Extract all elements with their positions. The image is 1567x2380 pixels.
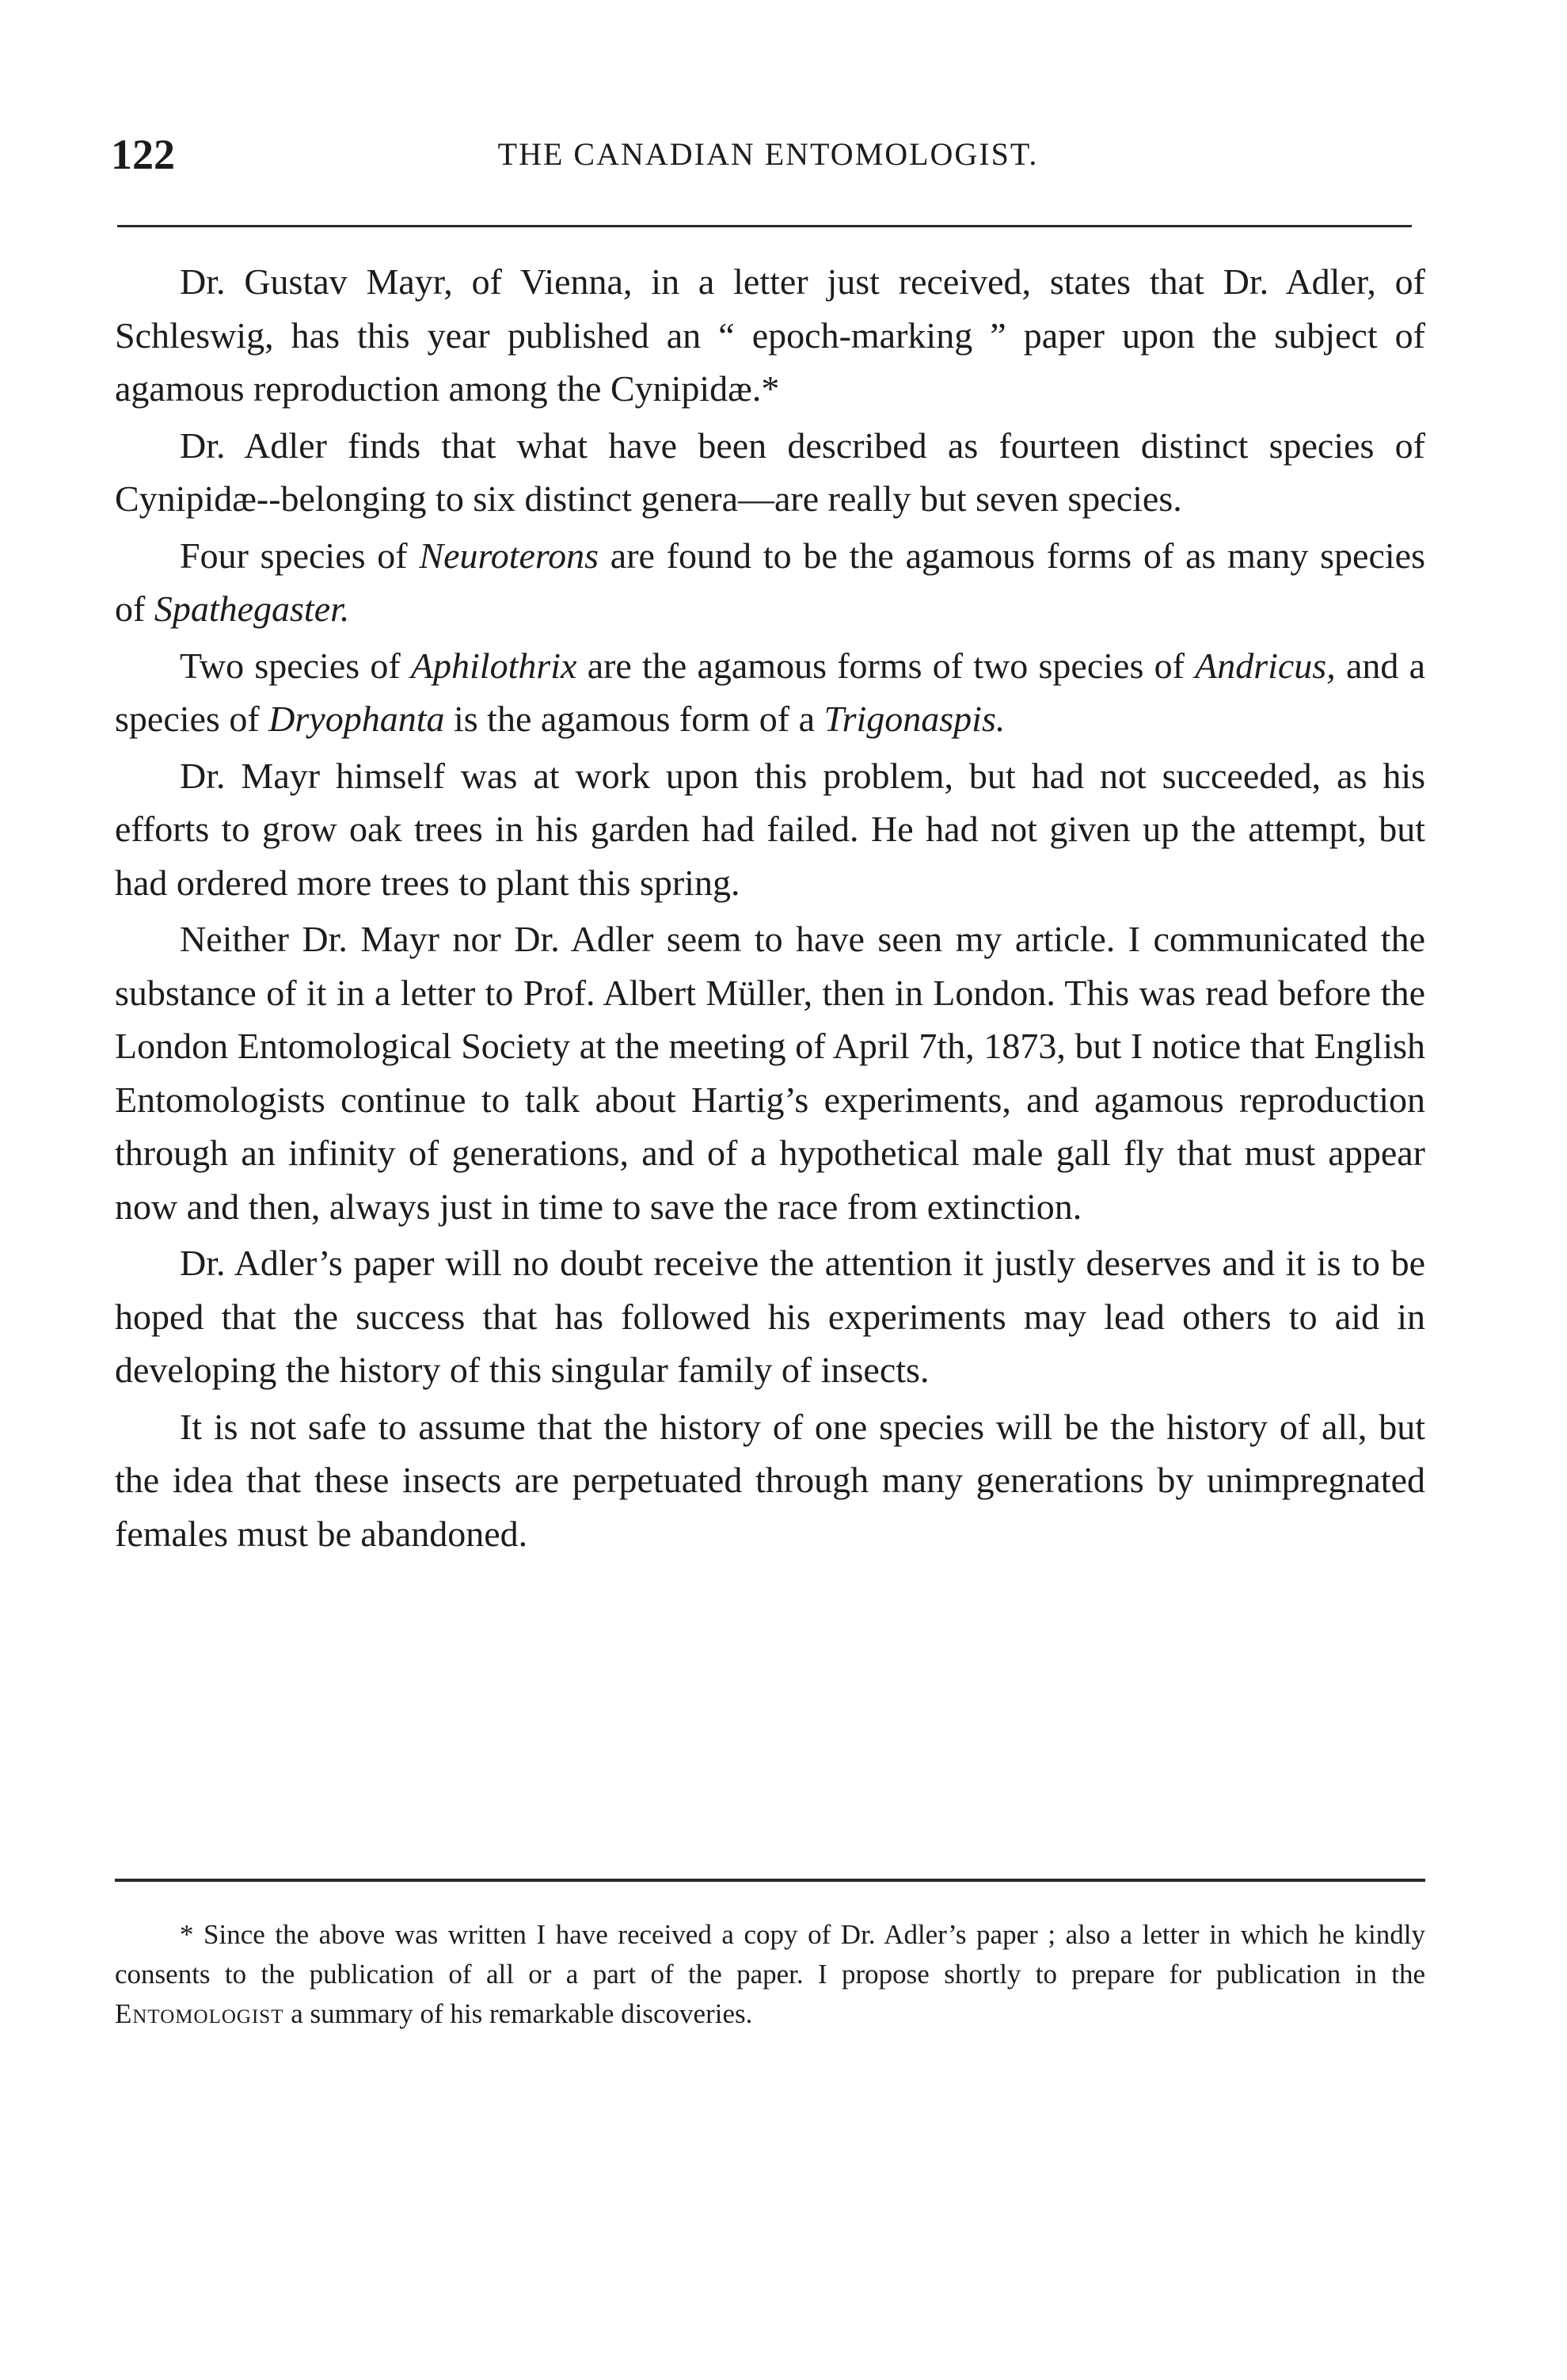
paragraph-mayr-letter: Dr. Gustav Mayr, of Vienna, in a letter just received, states that Dr. Adler, of Schleswig, has this year published an “ epoch-marking ” paper upon the subject of agamous reproduction among the Cynipidæ.* (115, 261, 1425, 409)
page-number: 122 (111, 131, 175, 178)
text-run: is the agamous form of a (444, 699, 824, 739)
page-header (111, 127, 1425, 182)
paragraph-adler-findings: Dr. Adler finds that what have been described as fourteen distinct species of Cynipidæ--belonging to six distinct genera—are really but seven species. (115, 425, 1425, 519)
paragraph-article-communication: Neither Dr. Mayr nor Dr. Adler seem to have seen my article. I communicated the substance of it in a letter to Prof. Albert Müller, then in London. This was read before the London Entomological Society at the meeting of April 7th, 1873, but I notice that English Entomologists continue to talk about Hartig’s experiments, and agamous reproduction through an infinity of generations, and of a hypothetical male gall fly that must appear now and then, always just in time to save the race from extinction. (115, 919, 1425, 1227)
paragraph-mayr-experiments: Dr. Mayr himself was at work upon this problem, but had not succeeded, as his efforts to grow oak trees in his garden had failed. He had not given up the attempt, but had ordered more trees to plant this spring. (115, 755, 1425, 903)
header-rule (117, 225, 1412, 227)
text-run: Two species of (180, 645, 411, 686)
genus-name: Neuroterons (419, 535, 599, 576)
paragraph-aphilothrix (115, 639, 1425, 746)
text-run: are the agamous forms of two species of (576, 645, 1196, 686)
paragraph-adler-paper: Dr. Adler’s paper will no doubt receive the attention it justly deserves and it is to be hoped that the success that has followed his experiments may lead others to aid in developing the history of this singular family of insects. (115, 1243, 1425, 1390)
text-run: and a species of (115, 645, 1425, 739)
footnote-rule (115, 1879, 1425, 1882)
genus-name: Dryophanta (268, 699, 445, 739)
genus-name: Spathegaster. (154, 588, 350, 629)
journal-name: Entomologist (115, 1998, 284, 2029)
footnote-text: a summary of his remarkable discoveries. (283, 1998, 753, 2029)
paragraph-conclusion: It is not safe to assume that the history of one species will be the history of all, but the idea that these insects are perpetuated through many generations by unimpregnated females must be abandoned. (115, 1406, 1425, 1554)
article-body (115, 255, 1425, 1563)
genus-name: Aphilothrix (410, 645, 577, 686)
footnote-text: * Since the above was written I have received a copy of Dr. Adler’s paper ; also a letter in which he kindly consents to the publication of all or a part of the paper. I propose shortly to prepare for publication in the (115, 1919, 1425, 1990)
genus-name: Trigonaspis. (823, 699, 1006, 739)
footnote (115, 1915, 1425, 2034)
running-title: THE CANADIAN ENTOMOLOGIST. (497, 136, 1039, 172)
paragraph-neuroterus (115, 529, 1425, 636)
text-run: Four species of (180, 535, 420, 576)
text-run: are found to be the agamous forms of as many species of (115, 535, 1425, 629)
genus-name: Andricus, (1195, 645, 1336, 686)
